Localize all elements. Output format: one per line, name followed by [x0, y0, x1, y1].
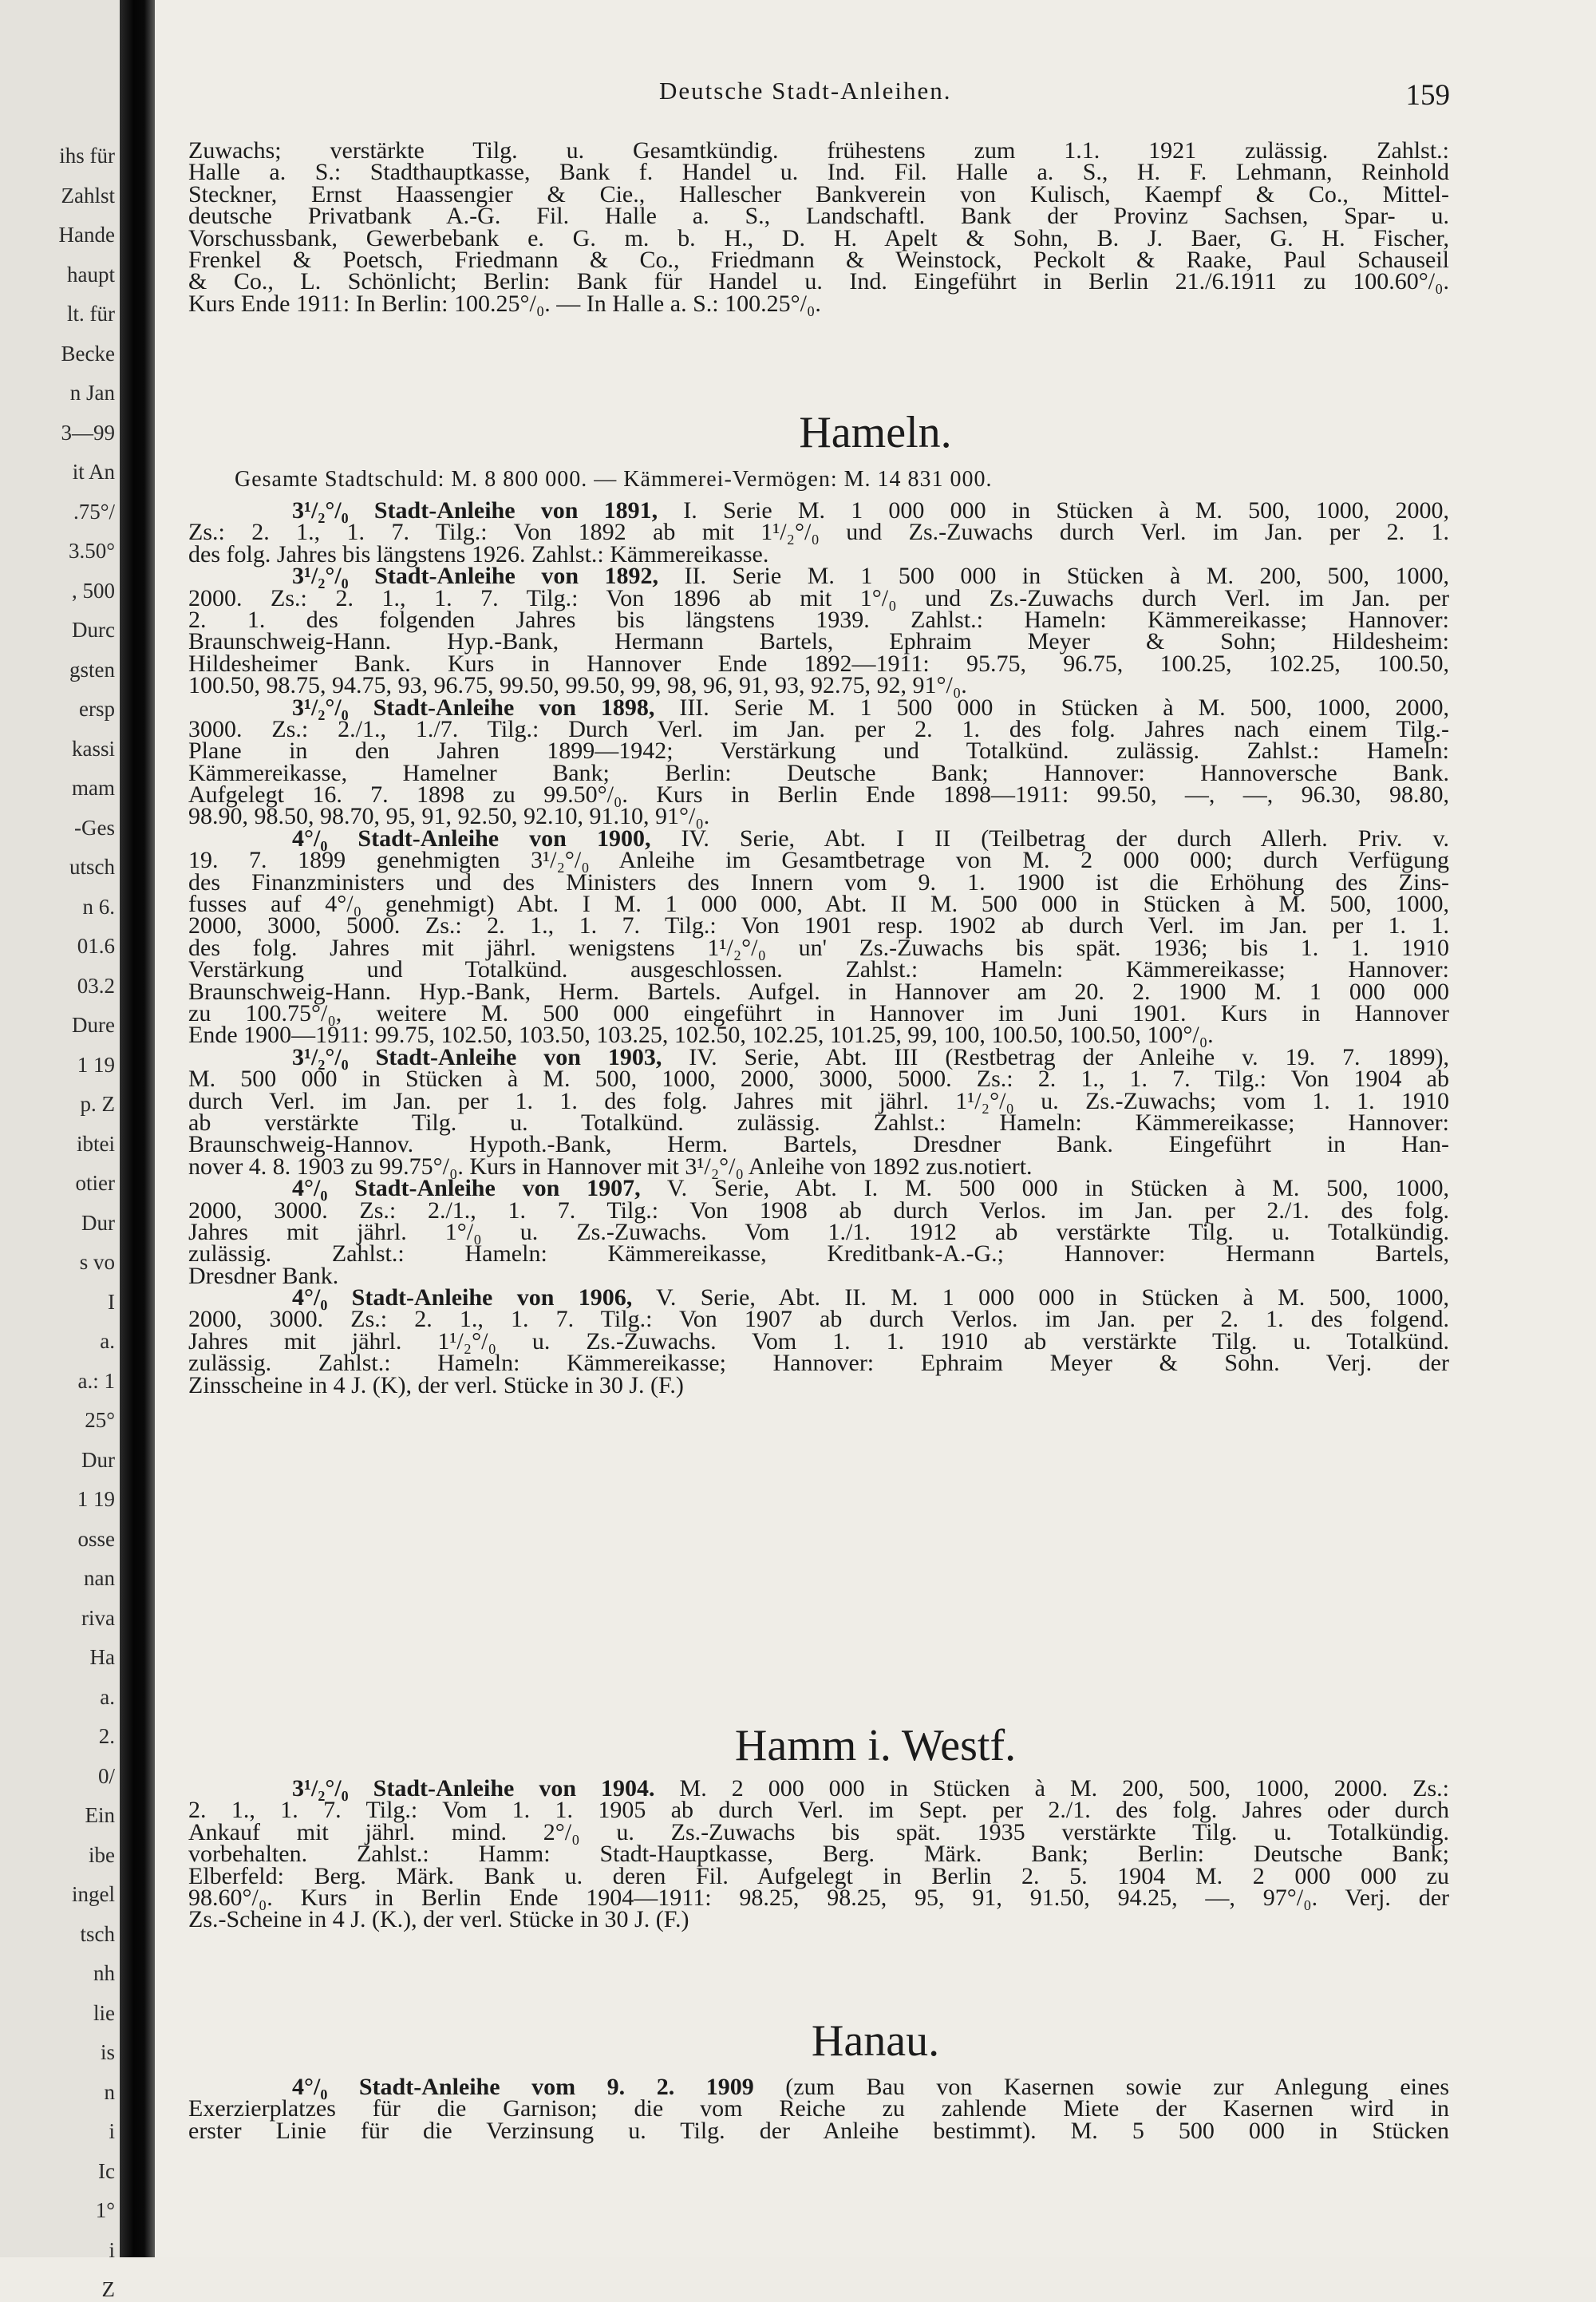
margin-fragment: i: [109, 2119, 115, 2143]
margin-fragment: osse: [77, 1526, 115, 1551]
margin-fragment: mam: [72, 776, 115, 800]
margin-fragment: Becke: [61, 341, 115, 366]
margin-fragment: ingel: [72, 1882, 115, 1906]
margin-fragment: i: [109, 2237, 115, 2262]
text-line: erster Linie für die Verzinsung u. Tilg. der Anleihe bestimmt). M. 5 500 000 in Stücken: [188, 2117, 1449, 2144]
margin-fragment: a.: 1: [77, 1368, 115, 1393]
margin-fragment: gsten: [69, 657, 115, 682]
margin-fragment: I: [108, 1289, 115, 1314]
section-heading-hanau: Hanau.: [811, 2016, 940, 2066]
margin-fragment: .75°/: [73, 499, 115, 524]
margin-fragment: 3.50°: [68, 539, 115, 563]
margin-fragment: tsch: [80, 1921, 115, 1946]
text-line: ab verstärkte Tilg. u. Totalkünd. zulässig. Zahlst.: Hameln: Kämmereikasse; Hannover:: [188, 1109, 1449, 1136]
text-line: 2. 1. des folgenden Jahres bis längstens 1939. Zahlst.: Hameln: Kämmereikasse; Hannover:: [188, 606, 1449, 633]
margin-fragment: Hande: [58, 223, 115, 247]
text-line: Braunschweig-Hann. Hyp.-Bank, Herm. Bartels. Aufgel. in Hannover am 20. 2. 1900 M. 1 000 000: [188, 978, 1449, 1005]
text-line: Hildesheimer Bank. Kurs in Hannover Ende 1892—1911: 95.75, 96.75, 100.25, 102.25, 100.50,: [188, 650, 1449, 677]
text-line: des Finanzministers und des Ministers des Innern vom 9. 1. 1900 ist die Erhöhung des Zins-: [188, 868, 1449, 896]
text-line: 3¹/₂°/₀ Stadt-Anleihe von 1903, IV. Serie, Abt. III (Restbetrag der Anleihe v. 19. 7. 1899),: [292, 1043, 1449, 1070]
margin-fragment: Dur: [81, 1447, 115, 1472]
text-line: 3¹/₂°/₀ Stadt-Anleihe von 1898, III. Serie M. 1 500 000 in Stücken à M. 500, 1000, 2000,: [292, 694, 1450, 721]
running-header: Deutsche Stadt-Anleihen.: [659, 77, 952, 105]
hanau-block: [188, 2074, 1449, 2144]
text-line: Jahres mit jährl. 1°/₀ u. Zs.-Zuwachs. Vom 1./1. 1912 ab verstärkte Tilg. u. Totalkündig.: [188, 1218, 1449, 1245]
margin-fragment: s vo: [79, 1250, 115, 1274]
section-heading-hamm: Hamm i. Westf.: [734, 1721, 1017, 1770]
text-line: 3¹/₂°/₀ Stadt-Anleihe von 1892, II. Serie M. 1 500 000 in Stücken à M. 200, 500, 1000,: [292, 563, 1449, 590]
text-line: 3000. Zs.: 2./1., 1./7. Tilg.: Durch Verl. im Jan. per 2. 1. des folg. Jahres nach einem Tilg.-: [188, 715, 1449, 742]
margin-fragment: a.: [100, 1684, 115, 1709]
text-line: Elberfeld: Berg. Märk. Bank u. deren Fil. Aufgelegt in Berlin 2. 5. 1904 M. 2 000 000 zu: [188, 1862, 1449, 1889]
text-line: zu 100.75°/₀, weitere M. 500 000 eingeführt in Hannover im Juni 1901. Kurs in Hannover: [188, 999, 1449, 1026]
text-line: 2000, 3000. Zs.: 2. 1., 1. 7. Tilg.: Von 1907 ab durch Verlos. im Jan. per 2. 1. des folgend.: [188, 1306, 1449, 1333]
text-line: Braunschweig-Hannov. Hypoth.-Bank, Herm. Bartels, Dresdner Bank. Eingeführt in Han-: [188, 1131, 1449, 1158]
text-line: 4°/₀ Stadt-Anleihe von 1906, V. Serie, Abt. II. M. 1 000 000 in Stücken à M. 500, 1000,: [292, 1284, 1449, 1311]
text-line: Braunschweig-Hann. Hyp.-Bank, Hermann Bartels, Ephraim Meyer & Sohn; Hildesheim:: [188, 628, 1449, 655]
hamm-block: [188, 1775, 1449, 1933]
margin-fragment: Ic: [98, 2158, 115, 2183]
margin-fragment: 3—99: [61, 420, 115, 445]
margin-fragment: ibtei: [77, 1131, 115, 1156]
text-line: 4°/₀ Stadt-Anleihe vom 9. 2. 1909 (zum Bau von Kasernen sowie zur Anlegung eines: [292, 2074, 1449, 2100]
text-line: 2000, 3000. Zs.: 2./1., 1. 7. Tilg.: Von 1908 ab durch Verlos. im Jan. per 2./1. des folg.: [188, 1196, 1449, 1224]
intro-block: [188, 137, 1449, 317]
text-line: Kämmereikasse, Hamelner Bank; Berlin: Deutsche Bank; Hannover: Hannoversche Bank.: [188, 759, 1449, 786]
margin-fragment: , 500: [72, 578, 115, 603]
margin-fragment: it An: [72, 460, 115, 484]
margin-fragment: 2.: [98, 1724, 115, 1748]
margin-fragment: riva: [81, 1605, 115, 1630]
text-line: 4°/₀ Stadt-Anleihe von 1907, V. Serie, Abt. I. M. 500 000 in Stücken à M. 500, 1000,: [292, 1175, 1449, 1202]
margin-fragment: n 6.: [82, 894, 115, 919]
text-line: 2000. Zs.: 2. 1., 1. 7. Tilg.: Von 1896 ab mit 1°/₀ und Zs.-Zuwachs durch Verl. im Jan. per: [188, 584, 1449, 611]
margin-fragment: Ein: [85, 1803, 115, 1827]
text-line: Verstärkung und Totalkünd. ausgeschlossen. Zahlst.: Hameln: Kämmereikasse; Hannover:: [188, 956, 1449, 983]
text-line: 2000, 3000, 5000. Zs.: 2. 1., 1. 7. Tilg.: Von 1901 resp. 1902 ab durch Verl. im Jan. per 1. 1.: [188, 912, 1449, 939]
margin-fragment: p. Z: [80, 1092, 115, 1116]
margin-fragment: 1 19: [77, 1487, 115, 1511]
margin-fragment: lt. für: [67, 302, 115, 326]
text-line: Vorschussbank, Gewerbebank e. G. m. b. H., D. H. Apelt & Sohn, B. J. Baer, G. H. Fischer,: [188, 224, 1449, 251]
margin-fragment: Z: [101, 2277, 115, 2301]
margin-fragment: ersp: [79, 697, 115, 721]
text-line: Jahres mit jährl. 1¹/₂°/₀ u. Zs.-Zuwachs. Vom 1. 1. 1910 ab verstärkte Tilg. u. Totalkünd.: [188, 1327, 1449, 1355]
margin-fragment: nan: [84, 1566, 115, 1590]
margin-fragment: is: [100, 2040, 115, 2064]
page-number: 159: [1405, 79, 1450, 112]
margin-fragment: n: [104, 2079, 115, 2104]
margin-fragment: 1°: [95, 2198, 115, 2222]
margin-fragment: Durc: [72, 618, 115, 642]
margin-fragment: 25°: [85, 1408, 115, 1432]
text-line: Plane in den Jahren 1899—1942; Verstärkung und Totalkünd. zulässig. Zahlst.: Hameln:: [188, 738, 1449, 765]
margin-fragment: 03.2: [77, 973, 115, 998]
text-line: Zs.: 2. 1., 1. 7. Tilg.: Von 1892 ab mit 1¹/₂°/₀ und Zs.-Zuwachs durch Verl. im Jan. per 2. 1.: [188, 519, 1449, 546]
text-line: vorbehalten. Zahlst.: Hamm: Stadt-Hauptkasse, Berg. Märk. Bank; Berlin: Deutsche Bank;: [188, 1841, 1449, 1868]
margin-fragment: 0/: [97, 1763, 115, 1788]
book-binding-gutter: [120, 0, 155, 2257]
text-line: deutsche Privatbank A.-G. Fil. Halle a. S., Landschaftl. Bank der Provinz Sachsen, Spar- u.: [188, 203, 1449, 230]
margin-fragment: haupt: [67, 262, 115, 287]
text-line: 98.60°/₀. Kurs in Berlin Ende 1904—1911: 98.25, 98.25, 95, 91, 91.50, 94.25, —, 97°/₀. Verj. der: [188, 1884, 1449, 1911]
text-line: Frenkel & Poetsch, Friedmann & Co., Friedmann & Weinstock, Peckolt & Raake, Paul Schauseil: [188, 246, 1449, 273]
margin-fragment: Dur: [81, 1210, 115, 1235]
text-line: Ende 1900—1911: 99.75, 102.50, 103.50, 103.25, 102.50, 102.25, 101.25, 99, 100, 100.50, 100.50, 100°/₀.: [188, 1022, 1214, 1049]
text-line: Zuwachs; verstärkte Tilg. u. Gesamtkündig. frühestens zum 1.1. 1921 zulässig. Zahlst.:: [188, 137, 1449, 164]
margin-fragment: Zahlst: [61, 183, 115, 208]
margin-fragment: ibe: [89, 1842, 115, 1867]
margin-fragment: ihs für: [59, 144, 115, 168]
adjacent-page-edge: [0, 0, 120, 2301]
margin-fragment: n Jan: [69, 381, 115, 405]
text-line: 2. 1., 1. 7. Tilg.: Vom 1. 1. 1905 ab durch Verl. im Sept. per 2./1. des folg. Jahres oder durch: [188, 1797, 1449, 1824]
text-line: M. 500 000 in Stücken à M. 500, 1000, 2000, 3000, 5000. Zs.: 2. 1., 1. 7. Tilg.: Von 1904 ab: [188, 1066, 1449, 1093]
text-line: zulässig. Zahlst.: Hameln: Kämmereikasse; Hannover: Ephraim Meyer & Sohn. Verj. der: [188, 1350, 1449, 1377]
margin-fragment: Dure: [72, 1013, 115, 1037]
margin-fragment: lie: [93, 2000, 115, 2025]
text-line: durch Verl. im Jan. per 1. 1. des folg. Jahres mit jährl. 1¹/₂°/₀ u. Zs.-Zuwachs; vom 1. 1. 1910: [188, 1087, 1449, 1114]
text-line: Exerzierplatzes für die Garnison; die vom Reiche zu zahlende Miete der Kasernen wird in: [188, 2095, 1449, 2122]
text-line: 3¹/₂°/₀ Stadt-Anleihe von 1891, I. Serie M. 1 000 000 in Stücken à M. 500, 1000, 2000,: [292, 497, 1449, 524]
text-line: Kurs Ende 1911: In Berlin: 100.25°/₀. — In Halle a. S.: 100.25°/₀.: [188, 290, 821, 317]
margin-fragment: nh: [93, 1961, 115, 1985]
hameln-summary: Gesamte Stadtschuld: M. 8 800 000. — Kämmerei-Vermögen: M. 14 831 000.: [235, 467, 993, 492]
margin-fragment: 1 19: [77, 1052, 115, 1077]
margin-fragment: otier: [75, 1171, 115, 1195]
page: [155, 0, 1596, 2257]
margin-fragment: a.: [100, 1329, 115, 1353]
text-line: Halle a. S.: Stadthauptkasse, Bank f. Handel u. Ind. Fil. Halle a. S., H. F. Lehmann, Reinhold: [188, 159, 1449, 186]
margin-fragment: -Ges: [74, 815, 115, 840]
text-line: 98.90, 98.50, 98.70, 95, 91, 92.50, 92.10, 91.10, 91°/₀.: [188, 803, 710, 830]
text-line: des folg. Jahres mit jährl. wenigstens 1¹/₂°/₀ un' Zs.-Zuwachs bis spät. 1936; bis 1. 1. 1910: [188, 934, 1449, 961]
text-line: & Co., L. Schönlicht; Berlin: Bank für Handel u. Ind. Eingeführt in Berlin 21./6.1911 zu 100.60°/₀.: [188, 268, 1449, 295]
text-line: Dresdner Bank.: [188, 1262, 339, 1289]
margin-fragment: utsch: [69, 855, 115, 879]
text-line: des folg. Jahres bis längstens 1926. Zahlst.: Kämmereikasse.: [188, 540, 769, 568]
margin-fragment: 01.6: [77, 934, 115, 958]
text-line: 3¹/₂°/₀ Stadt-Anleihe von 1904. M. 2 000 000 in Stücken à M. 200, 500, 1000, 2000. Zs.:: [292, 1775, 1449, 1802]
margin-fragment: kassi: [72, 736, 115, 761]
text-line: fusses auf 4°/₀ genehmigt) Abt. I M. 1 000 000, Abt. II M. 500 000 in Stücken à M. 500, 1000,: [188, 891, 1449, 918]
text-line: zulässig. Zahlst.: Hameln: Kämmereikasse, Kreditbank-A.-G.; Hannover: Hermann Bartels,: [188, 1240, 1449, 1268]
hameln-block: [188, 497, 1450, 1398]
text-line: Zinsscheine in 4 J. (K), der verl. Stücke in 30 J. (F.): [188, 1371, 684, 1398]
text-line: Aufgelegt 16. 7. 1898 zu 99.50°/₀. Kurs in Berlin Ende 1898—1911: 99.50, —, —, 96.30, 98.80,: [188, 781, 1449, 809]
margin-fragment: Ha: [89, 1645, 115, 1669]
text-line: Steckner, Ernst Haassengier & Cie., Hallescher Bankverein von Kulisch, Kaempf & Co., Mittel-: [188, 180, 1449, 208]
text-line: Zs.-Scheine in 4 J. (K.), der verl. Stücke in 30 J. (F.): [188, 1906, 689, 1933]
text-line: 4°/₀ Stadt-Anleihe von 1900, IV. Serie, Abt. I II (Teilbetrag der durch Allerh. Priv. v.: [292, 825, 1450, 852]
text-line: 19. 7. 1899 genehmigten 3¹/₂°/₀ Anleihe im Gesamtbetrage von M. 2 000 000; durch Verfügung: [188, 847, 1449, 874]
section-heading-hameln: Hameln.: [799, 408, 952, 457]
text-line: Ankauf mit jährl. mind. 2°/₀ u. Zs.-Zuwachs bis spät. 1935 verstärkte Tilg. u. Totalkündig.: [188, 1818, 1449, 1845]
text-line: 100.50, 98.75, 94.75, 93, 96.75, 99.50, 99.50, 99, 98, 96, 91, 93, 92.75, 92, 91°/₀.: [188, 672, 967, 699]
text-line: nover 4. 8. 1903 zu 99.75°/₀. Kurs in Hannover mit 3¹/₂°/₀ Anleihe von 1892 zus.notiert.: [188, 1153, 1033, 1180]
